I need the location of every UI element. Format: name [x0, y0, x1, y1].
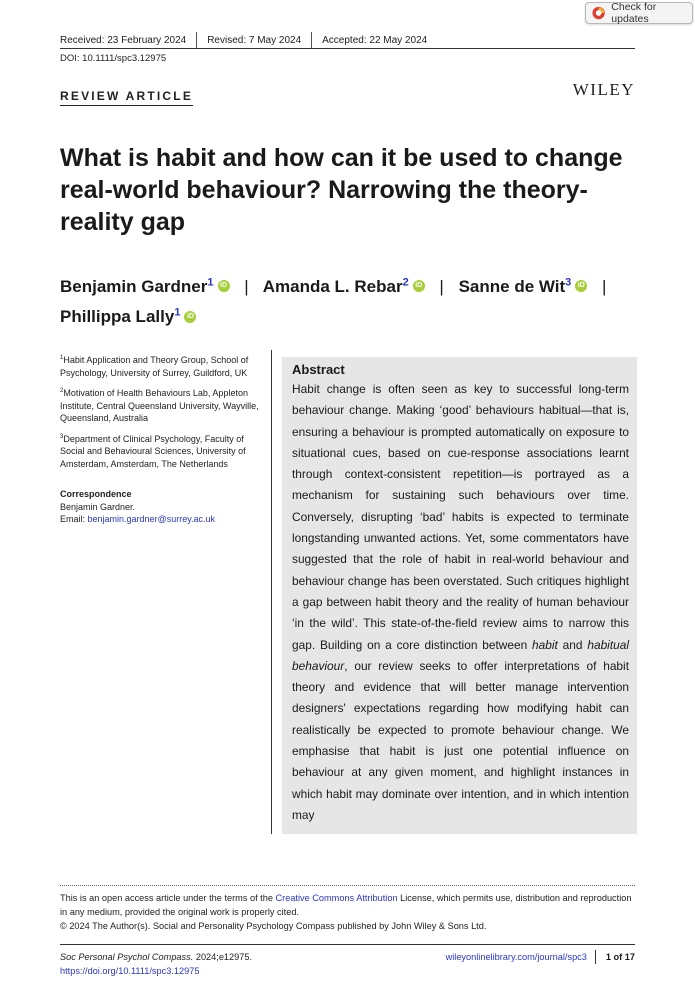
abstract-heading: Abstract [292, 362, 345, 377]
orcid-icon[interactable]: iD [184, 311, 196, 323]
article-dates [60, 32, 635, 48]
footer-right [446, 950, 635, 964]
author[interactable]: Phillippa Lally$^1$ [60, 306, 181, 327]
correspondence-email: Email: benjamin.gardner@surrey.ac.uk [60, 514, 216, 524]
license-notice: This is an open access article under the terms of the Creative Commons Attribution License, which permits use, distribution and reproduction in any medium, provided the original work is properly cited. © 2024 The Author(s). Social and Personality Psychology Compass published by John Wiley & Sons Ltd. [60, 891, 637, 933]
publisher-logo: WILEY [572, 80, 635, 99]
author[interactable]: Sanne de Wit$^3$ [458, 276, 572, 296]
footnote-divider [60, 885, 635, 886]
affiliation: $^3$Department of Clinical Psychology, Faculty of Social and Behavioural Sciences, University of Amsterdam, Amsterdam, The Netherlands [60, 433, 246, 469]
copyright: © 2024 The Author(s). Social and Personality Psychology Compass published by John Wiley & Sons Ltd. [60, 921, 487, 931]
orcid-icon[interactable]: iD [218, 280, 230, 292]
doi: DOI: 10.1111/spc3.12975 [60, 53, 167, 64]
correspondence-name: Benjamin Gardner. [60, 501, 136, 512]
journal-site-link[interactable]: wileyonlinelibrary.com/journal/spc3 [445, 952, 587, 962]
author[interactable]: Amanda L. Rebar$^2$ [262, 276, 409, 296]
author-separator: | [602, 276, 607, 296]
affiliations [60, 352, 265, 526]
footer-rule [60, 944, 635, 945]
doi-link[interactable]: https://doi.org/10.1111/spc3.12975 [60, 966, 200, 976]
author-separator: | [244, 276, 249, 296]
author[interactable]: Benjamin Gardner$^1$ [60, 276, 214, 296]
column-divider [271, 350, 272, 834]
affiliation: $^1$Habit Application and Theory Group, School of Psychology, University of Surrey, Guildford, UK [60, 355, 249, 378]
affiliation: $^2$Motivation of Health Behaviours Lab, Appleton Institute, Central Queensland University, Wayville, Queensland, Australia [60, 388, 259, 423]
abstract-text: Habit change is often seen as key to successful long-term behaviour change. Making ‘good’ behaviours habitual—that is, ensuring a behaviour is prompted automatically on exposure to situational cues, based on cue-response associations learnt through context-consistent repetition—is portrayed as a mechanism for sustaining such behaviours over time. Conversely, disrupting ‘bad’ habits is expected to terminate longstanding unwanted actions. Yet, some commentators have suggested that the role of habit in real-world behaviour and behaviour change has been overstated. Such critiques highlight a gap between habit theory and the reality of human behaviour ‘in the wild’. This state-of-the-field review aims to narrow this gap. Building on a core distinction between habit and habitual behaviour, our review seeks to offer interpretations of habit theory and evidence that will better manage intervention designers' expectations regarding how modifying habit can realistically be expected to promote behaviour change. We emphasise that habit is just one potential influence on behaviour at any given moment, and highlight instances in which habit may dominate over intention, and in which intention may [292, 382, 629, 822]
abstract-box [282, 357, 637, 834]
accepted-date: Accepted: 22 May 2024 [322, 34, 428, 46]
received-date: Received: 23 February 2024 [60, 34, 187, 46]
divider [311, 32, 312, 48]
check-for-updates-button[interactable] [585, 2, 693, 24]
article-title: What is habit and how can it be used to change real-world behaviour? Narrowing the theory-reality gap [60, 144, 623, 236]
article-type: REVIEW ARTICLE [60, 89, 193, 106]
correspondence-heading: Correspondence [60, 489, 132, 499]
email-link[interactable]: benjamin.gardner@surrey.ac.uk [87, 514, 216, 524]
divider [196, 32, 197, 48]
crossmark-icon [592, 6, 605, 20]
header-rule [60, 48, 635, 49]
page-number: 1 of 17 [605, 952, 635, 962]
orcid-icon[interactable]: iD [575, 280, 587, 292]
citation: Soc Personal Psychol Compass. 2024;e12975. https://doi.org/10.1111/spc3.12975 [60, 952, 253, 976]
orcid-icon[interactable]: iD [413, 280, 425, 292]
divider [595, 950, 596, 964]
revised-date: Revised: 7 May 2024 [207, 34, 302, 46]
check-for-updates-label: Check for updates [611, 1, 657, 25]
author-list [60, 269, 640, 330]
license-link[interactable]: Creative Commons Attribution [275, 893, 398, 903]
author-separator: | [439, 276, 444, 296]
